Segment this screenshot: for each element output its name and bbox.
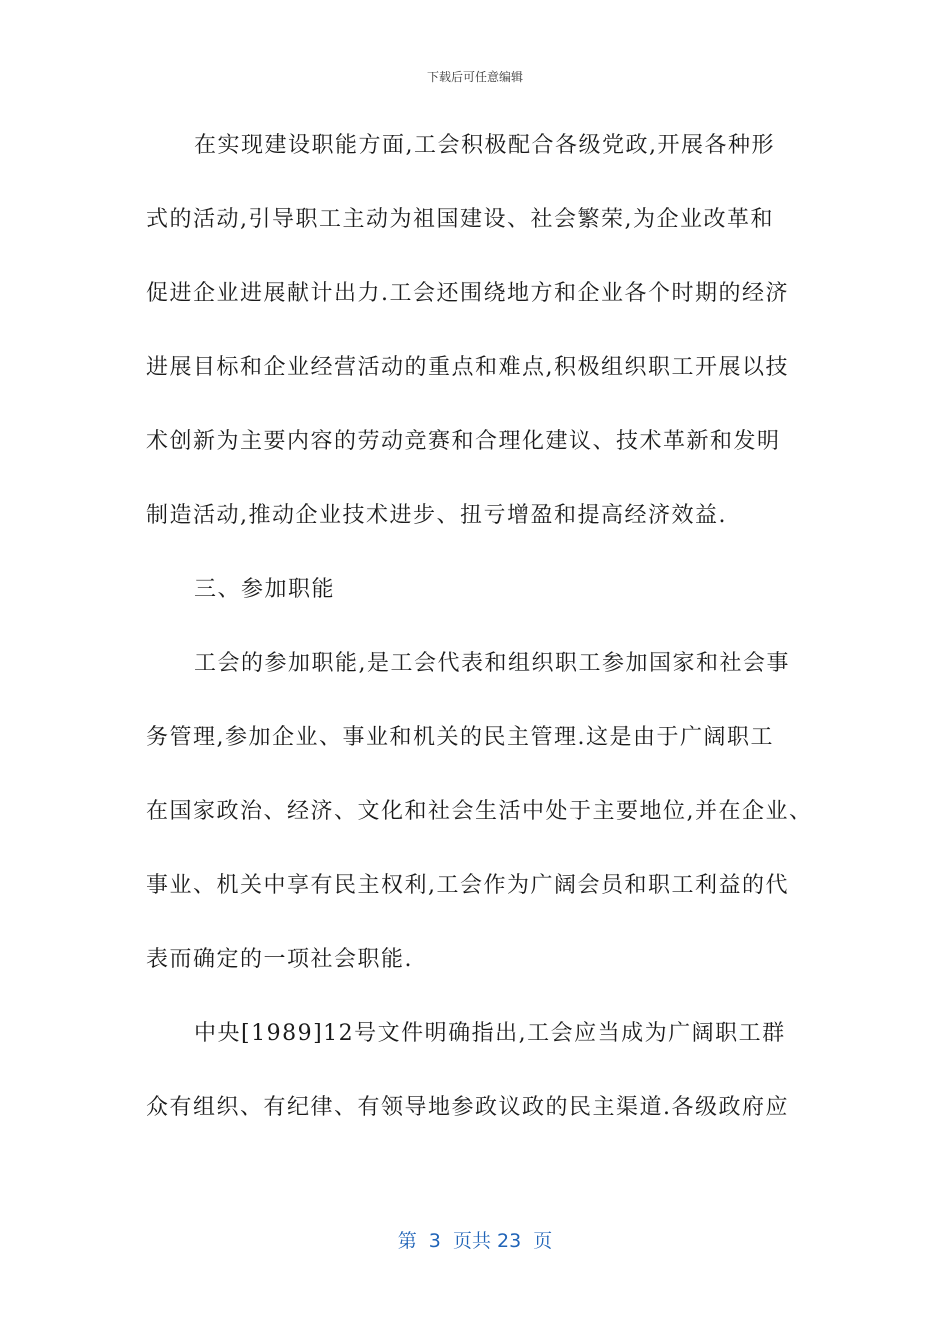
document-body bbox=[146, 122, 816, 1158]
text-line: 术创新为主要内容的劳动竞赛和合理化建议、技术革新和发明 bbox=[146, 429, 781, 454]
text-line: 在国家政治、经济、文化和社会生活中处于主要地位,并在企业、 bbox=[146, 799, 813, 824]
text-line: 务管理,参加企业、事业和机关的民主管理.这是由于广阔职工 bbox=[146, 725, 774, 750]
text-line: 促进企业进展献计出力.工会还围绕地方和企业各个时期的经济 bbox=[146, 281, 789, 306]
page-header: 下载后可任意编辑 bbox=[426, 70, 523, 84]
text-line: 中央[1989]12号文件明确指出,工会应当成为广阔职工群 bbox=[194, 1021, 786, 1046]
section-heading: 三、参加职能 bbox=[194, 577, 336, 602]
text-line: 进展目标和企业经营活动的重点和难点,积极组织职工开展以技 bbox=[146, 355, 789, 380]
text-line: 表而确定的一项社会职能. bbox=[146, 947, 413, 972]
text-line: 式的活动,引导职工主动为祖国建设、社会繁荣,为企业改革和 bbox=[146, 207, 774, 232]
text-line: 工会的参加职能,是工会代表和组织职工参加国家和社会事 bbox=[194, 651, 790, 676]
text-line: 事业、机关中享有民主权利,工会作为广阔会员和职工利益的代 bbox=[146, 873, 789, 898]
page-number: 第 3 页共 23 页 bbox=[397, 1230, 553, 1252]
text-line: 在实现建设职能方面,工会积极配合各级党政,开展各种形 bbox=[194, 133, 775, 158]
text-line: 制造活动,推动企业技术进步、扭亏增盈和提高经济效益. bbox=[146, 503, 727, 528]
text-line: 众有组织、有纪律、有领导地参政议政的民主渠道.各级政府应 bbox=[146, 1095, 789, 1120]
